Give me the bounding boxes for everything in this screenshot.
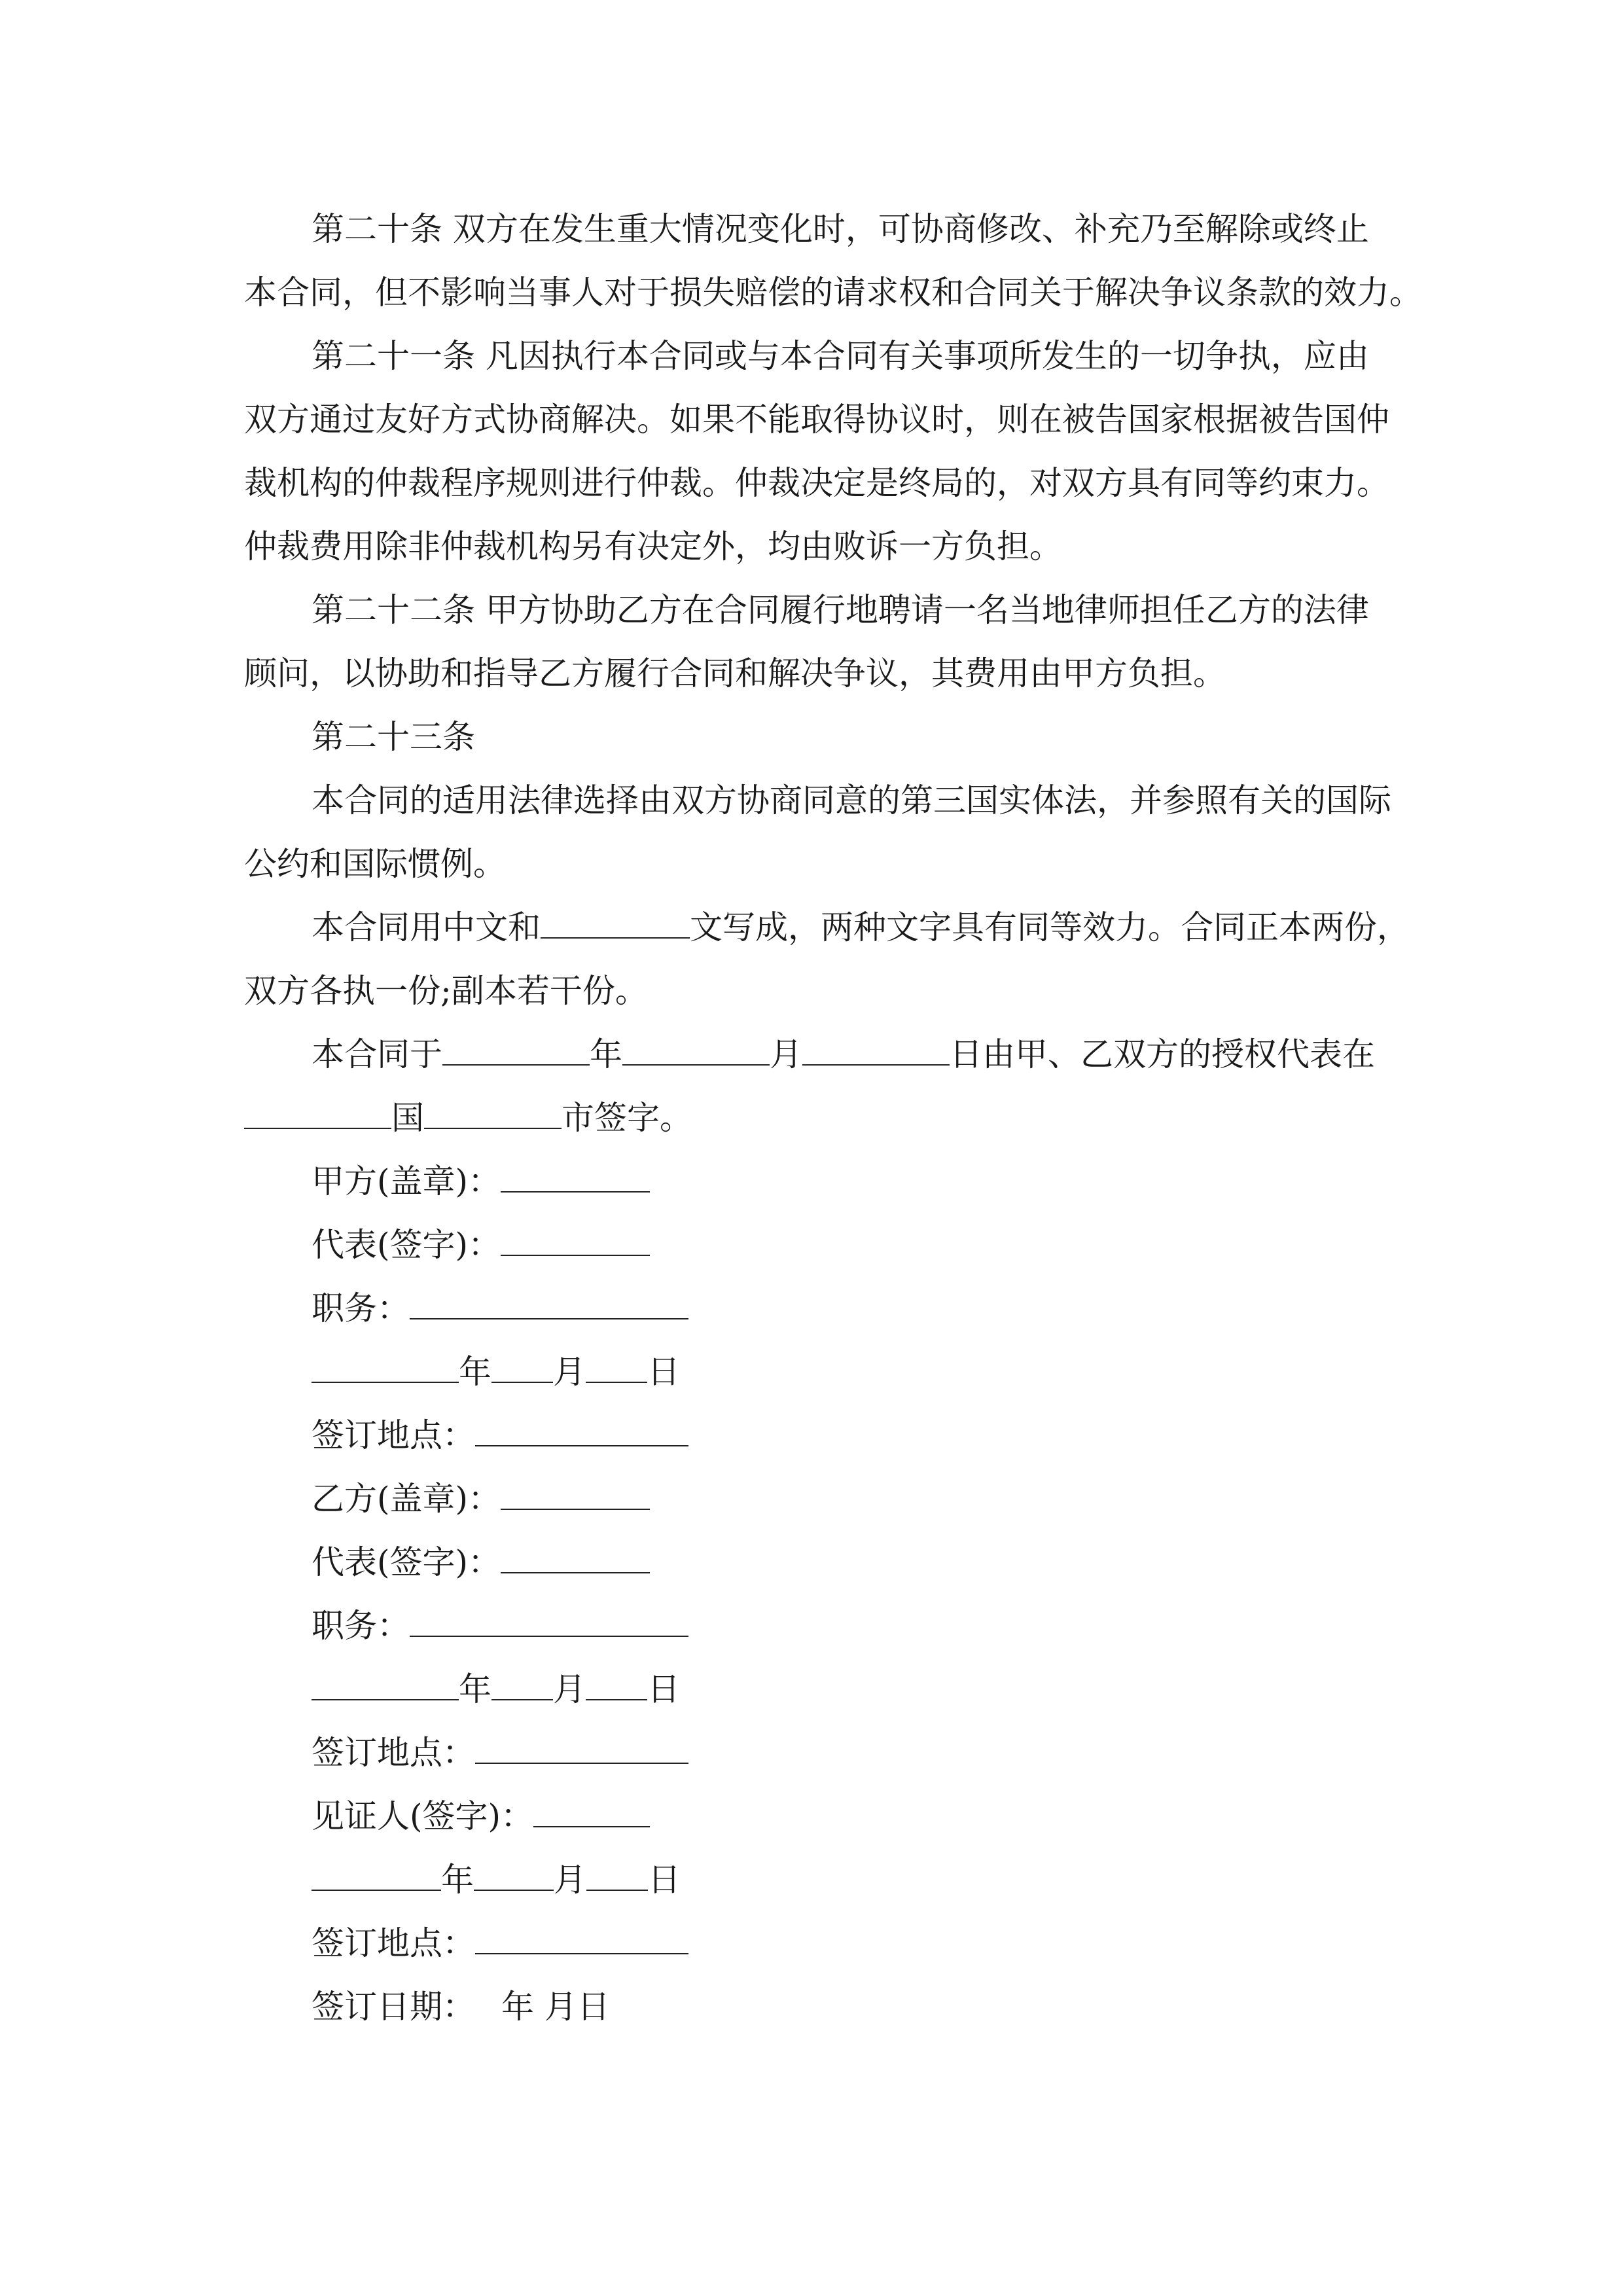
language-clause-suffix: 文写成，两种文字具有同等效力。合同正本两份， [690, 908, 1410, 946]
language-clause-line-2: 双方各执一份;副本若干份。 [244, 972, 648, 1010]
party-a-seal-row [312, 1162, 650, 1201]
signing-city-blank[interactable] [424, 1099, 562, 1129]
signing-city-label: 市签字。 [562, 1099, 692, 1137]
witness-blank[interactable] [533, 1797, 650, 1827]
witness-date-row [312, 1860, 681, 1899]
signing-clause-line-2 [244, 1098, 692, 1138]
party-a-rep-row [312, 1225, 650, 1265]
party-b-seal-blank[interactable] [501, 1480, 650, 1510]
signing-date-value: 年 月日 [501, 1988, 610, 2026]
party-b-rep-row [312, 1543, 650, 1582]
witness-month-label: 月 [554, 1861, 586, 1899]
witness-row [312, 1797, 650, 1836]
witness-place-row [312, 1924, 688, 1963]
party-a-place-row [312, 1416, 688, 1455]
signing-clause-line-1 [312, 1035, 1375, 1074]
party-b-title-row [312, 1606, 688, 1645]
article-23-title: 第二十三条 [312, 718, 475, 756]
party-b-day-label: 日 [647, 1670, 680, 1708]
party-b-month-blank[interactable] [491, 1670, 553, 1700]
witness-year-label: 年 [441, 1861, 474, 1899]
party-a-rep-blank[interactable] [501, 1226, 650, 1256]
witness-year-blank[interactable] [312, 1861, 441, 1891]
article-22-line-1: 第二十二条 甲方协助乙方在合同履行地聘请一名当地律师担任乙方的法律 [312, 591, 1369, 629]
signing-date-row [312, 1987, 610, 2026]
party-b-title-label: 职务： [312, 1607, 410, 1645]
party-b-title-blank[interactable] [410, 1607, 688, 1637]
party-b-date-row [312, 1670, 680, 1709]
party-b-month-label: 月 [553, 1670, 586, 1708]
party-a-seal-blank[interactable] [501, 1162, 650, 1193]
party-a-rep-label: 代表(签字)： [312, 1226, 501, 1264]
party-a-year-label: 年 [459, 1353, 491, 1391]
article-21-line-1: 第二十一条 凡因执行本合同或与本合同有关事项所发生的一切争执，应由 [312, 337, 1369, 375]
article-21-line-4: 仲裁费用除非仲裁机构另有决定外，均由败诉一方负担。 [244, 528, 1062, 565]
signing-day-blank[interactable] [802, 1035, 950, 1066]
signing-date-label: 签订日期： [312, 1988, 475, 2026]
witness-day-label: 日 [648, 1861, 681, 1899]
article-20-line-1: 第二十条 双方在发生重大情况变化时，可协商修改、补充乃至解除或终止 [312, 210, 1369, 248]
article-21-line-3: 裁机构的仲裁程序规则进行仲裁。仲裁决定是终局的，对双方具有同等约束力。 [244, 464, 1389, 502]
signing-year-blank[interactable] [442, 1035, 590, 1066]
party-a-title-label: 职务： [312, 1289, 410, 1327]
signing-month-label: 月 [770, 1035, 802, 1073]
witness-label: 见证人(签字)： [312, 1797, 534, 1835]
party-b-place-blank[interactable] [475, 1734, 688, 1764]
article-22-line-2: 顾问，以协助和指导乙方履行合同和解决争议，其费用由甲方负担。 [244, 655, 1226, 692]
party-a-place-label: 签订地点： [312, 1416, 475, 1454]
article-23-line-2: 公约和国际惯例。 [244, 845, 506, 883]
article-21-line-2: 双方通过友好方式协商解决。如果不能取得协议时，则在被告国家根据被告国仲 [244, 401, 1389, 439]
party-a-seal-label: 甲方(盖章)： [312, 1162, 501, 1200]
party-a-place-blank[interactable] [475, 1416, 688, 1446]
party-b-day-blank[interactable] [586, 1670, 647, 1700]
signing-month-blank[interactable] [622, 1035, 770, 1066]
party-b-year-blank[interactable] [312, 1670, 459, 1700]
party-a-date-row [312, 1352, 680, 1391]
witness-place-label: 签订地点： [312, 1924, 475, 1962]
signing-clause-prefix: 本合同于 [312, 1035, 442, 1073]
party-a-title-blank[interactable] [410, 1289, 688, 1319]
party-b-rep-blank[interactable] [501, 1543, 650, 1573]
witness-day-blank[interactable] [586, 1861, 648, 1891]
party-b-seal-row [312, 1479, 650, 1518]
article-23-line-1: 本合同的适用法律选择由双方协商同意的第三国实体法，并参照有关的国际 [312, 781, 1391, 819]
language-clause-prefix: 本合同用中文和 [312, 908, 541, 946]
party-b-place-label: 签订地点： [312, 1734, 475, 1772]
party-b-place-row [312, 1733, 688, 1772]
signing-day-text: 日由甲、乙双方的授权代表在 [950, 1035, 1375, 1073]
language-blank[interactable] [541, 908, 690, 939]
party-b-rep-label: 代表(签字)： [312, 1543, 501, 1581]
article-20-line-2: 本合同，但不影响当事人对于损失赔偿的请求权和合同关于解决争议条款的效力。 [244, 274, 1422, 312]
witness-month-blank[interactable] [474, 1861, 554, 1891]
signing-country-label: 国 [391, 1099, 424, 1137]
party-a-day-label: 日 [647, 1353, 680, 1391]
party-b-year-label: 年 [459, 1670, 491, 1708]
witness-place-blank[interactable] [475, 1924, 688, 1954]
party-a-month-label: 月 [553, 1353, 586, 1391]
party-b-seal-label: 乙方(盖章)： [312, 1480, 501, 1518]
signing-year-label: 年 [590, 1035, 622, 1073]
language-clause-line-1 [312, 908, 1410, 947]
party-a-year-blank[interactable] [312, 1353, 459, 1383]
party-a-day-blank[interactable] [586, 1353, 647, 1383]
party-a-month-blank[interactable] [491, 1353, 553, 1383]
party-a-title-row [312, 1289, 688, 1328]
signing-country-blank[interactable] [244, 1099, 391, 1129]
